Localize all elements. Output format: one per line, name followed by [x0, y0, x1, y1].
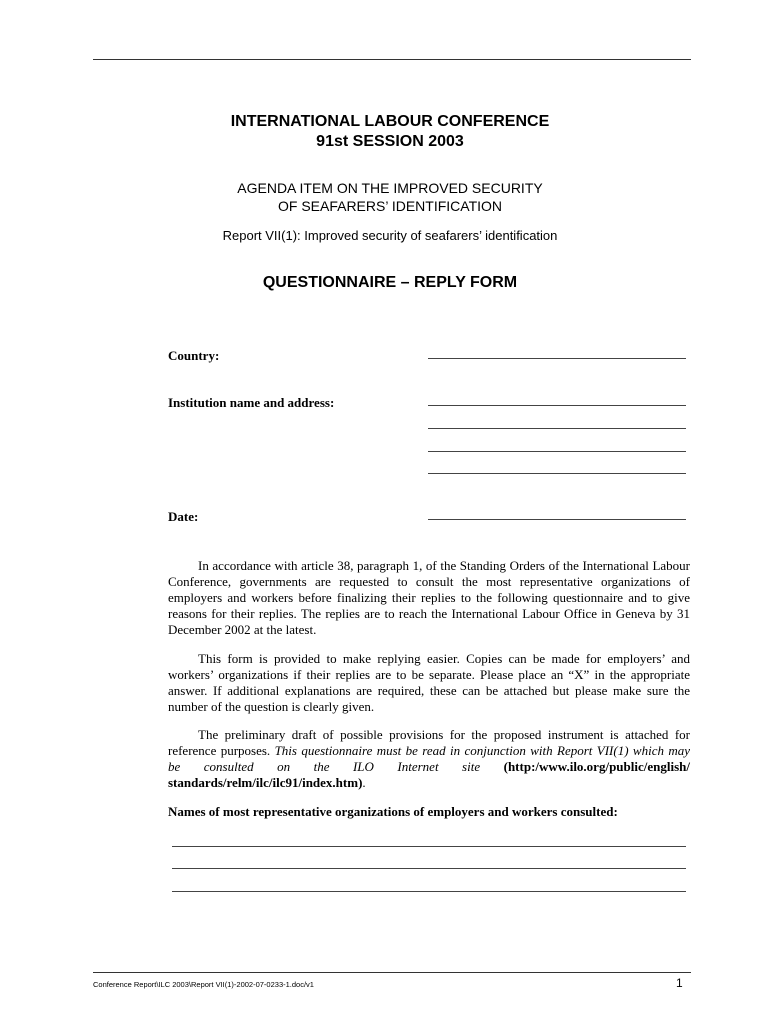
top-rule [93, 59, 691, 60]
agenda-line1: AGENDA ITEM ON THE IMPROVED SECURITY [237, 180, 543, 196]
reference-italic-text: This questionnaire must be read in conjunction with Report VII(1) which may be consulted on the ILO Internet site [168, 743, 690, 774]
institution-field-line2[interactable] [428, 428, 686, 429]
country-field[interactable] [428, 358, 686, 359]
organizations-field-line1[interactable] [172, 846, 686, 847]
institution-field-line4[interactable] [428, 473, 686, 474]
ilo-internet-link[interactable]: (http:/www.ilo.org/public/english/ standards/relm/ilc/ilc91/index.htm) [168, 759, 690, 790]
institution-label: Institution name and address: [168, 395, 335, 410]
institution-field-line3[interactable] [428, 451, 686, 452]
country-label: Country: [168, 348, 220, 363]
conference-title [150, 112, 630, 152]
footer-file-path: Conference Report\ILC 2003\Report VII(1)-2002-07-0233-1.doc/v1 [93, 980, 314, 989]
reference-text: The preliminary draft of possible provisions for the proposed instrument is attached for reference purposes. [168, 727, 690, 758]
institution-field-line1[interactable] [428, 405, 686, 406]
organizations-label: Names of most representative organizations of employers and workers consulted: [168, 804, 618, 819]
conference-title-line1: INTERNATIONAL LABOUR CONFERENCE [230, 113, 550, 130]
page-number: 1 [676, 976, 683, 990]
date-label: Date: [168, 509, 199, 524]
report-subtitle: Report VII(1): Improved security of seafarers’ identification [222, 228, 558, 243]
footer-rule [93, 972, 691, 973]
date-field[interactable] [428, 519, 686, 520]
paragraph-form-usage-text: This form is provided to make replying easier. Copies can be made for employers’ and workers’ organizations if their replies are to be separate. Please place an “X” in the appropriate answer. If additional explanations are required, these can be attached but please make sure the number of the question is clearly given. [168, 651, 690, 714]
paragraph-reference [168, 727, 690, 791]
paragraph-instructions [168, 558, 690, 638]
agenda-line2: OF SEAFARERS’ IDENTIFICATION [277, 198, 503, 214]
conference-title-line2: 91st SESSION 2003 [316, 133, 464, 150]
reference-end: . [362, 775, 366, 790]
organizations-field-line3[interactable] [172, 891, 686, 892]
form-title: QUESTIONNAIRE – REPLY FORM [262, 274, 518, 291]
agenda-item [150, 179, 630, 215]
paragraph-instructions-text: In accordance with article 38, paragraph 1, of the Standing Orders of the International Labour Conference, governments are requested to consult the most representative organizations of employers and workers before finalizing their replies to the following questionnaire and to give reasons for their replies. The replies are to reach the International Labour Office in Geneva by 31 December 2002 at the latest. [168, 558, 690, 637]
paragraph-form-usage [168, 651, 690, 715]
organizations-field-line2[interactable] [172, 868, 686, 869]
